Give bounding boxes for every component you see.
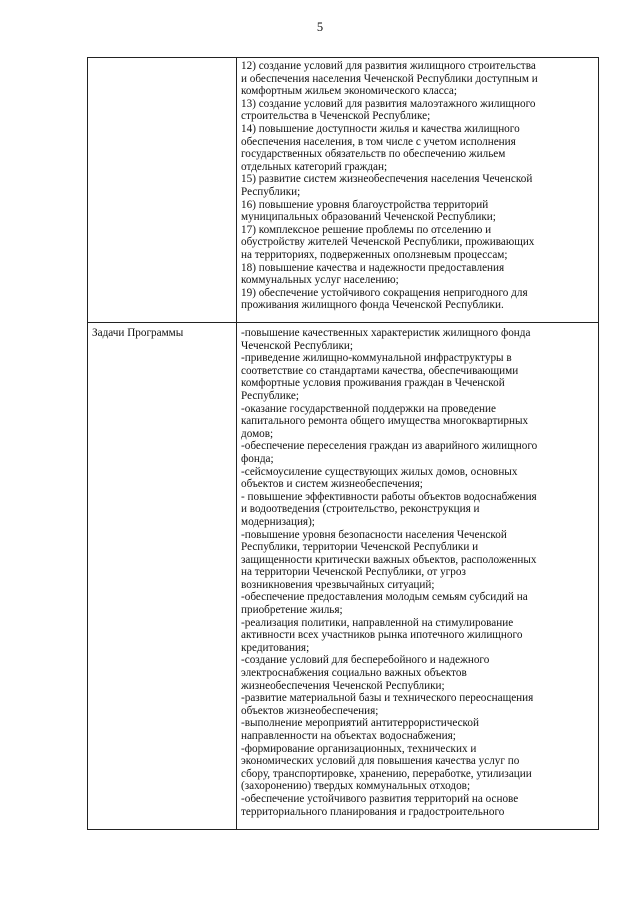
text-line: домов;: [241, 427, 274, 440]
text-line: направленности на объектах водоснабжения;: [241, 730, 456, 742]
text-line: защищенности критически важных объектов, расположенных: [241, 553, 537, 566]
text-line: кредитования;: [241, 641, 310, 654]
text-line: Республики;: [241, 185, 301, 198]
text-line: фонда;: [241, 452, 274, 465]
text-line: модернизация);: [241, 515, 315, 528]
text-line: обеспечения населения, в том числе с учетом исполнения: [241, 135, 516, 148]
text-line: электроснабжения социально важных объектов: [241, 667, 467, 680]
text-line: жизнеобеспечения Чеченской Республики;: [241, 679, 445, 692]
text-line: -сейсмоусиление существующих жилых домов, основных: [241, 465, 518, 478]
text-line: -создание условий для бесперебойного и надежного: [241, 654, 490, 667]
text-line: Чеченской Республики;: [241, 339, 353, 352]
table-row-goals-continued: [88, 58, 599, 323]
text-line: отдельных категорий граждан;: [241, 160, 388, 173]
goals-list-cell: [237, 58, 599, 323]
text-line: 12) создание условий для развития жилищного строительства: [241, 60, 536, 72]
text-line: (захоронению) твердых коммунальных отходов;: [241, 780, 471, 793]
table-row-program-tasks: [88, 323, 599, 830]
text-line: -обеспечение переселения граждан из аварийного жилищного: [241, 440, 538, 453]
text-line: 15) развитие систем жизнеобеспечения населения Чеченской: [241, 173, 533, 186]
text-line: на территориях, подверженных оползневым процессам;: [241, 248, 508, 261]
text-line: Республики, территории Чеченской Республики и: [241, 541, 479, 554]
text-line: 19) обеспечение устойчивого сокращения непригодного для: [241, 286, 528, 299]
text-line: коммунальных услуг населению;: [241, 274, 399, 287]
row-label-empty: [88, 58, 237, 323]
text-line: объектов и систем жизнеобеспечения;: [241, 478, 423, 491]
text-line: -выполнение мероприятий антитеррористической: [241, 717, 480, 730]
text-line: и обеспечения населения Чеченской Республики доступным и: [241, 72, 538, 85]
text-line: сбору, транспортировке, хранению, переработке, утилизации: [241, 767, 532, 780]
text-line: -развитие материальной базы и технического переоснащения: [241, 692, 534, 705]
text-line: 17) комплексное решение проблемы по отселению и: [241, 223, 492, 236]
text-line: 13) создание условий для развития малоэтажного жилищного: [241, 97, 536, 110]
text-line: возникновения чрезвычайных ситуаций;: [241, 578, 435, 591]
text-line: государственных обязательств по обеспечению жильем: [241, 148, 506, 161]
text-line: -повышение качественных характеристик жилищного фонда: [241, 327, 531, 339]
text-line: 14) повышение доступности жилья и качества жилищного: [241, 122, 520, 135]
text-line: - повышение эффективности работы объектов водоснабжения: [241, 490, 537, 503]
text-line: строительства в Чеченской Республике;: [241, 110, 431, 123]
text-line: -приведение жилищно-коммунальной инфраструктуры в: [241, 352, 512, 365]
text-line: -оказание государственной поддержки на проведение: [241, 402, 496, 415]
text-line: экономических условий для повышения качества услуг по: [241, 755, 520, 768]
text-line: комфортным жильем экономического класса;: [241, 85, 457, 98]
text-line: 18) повышение качества и надежности предоставления: [241, 261, 505, 274]
text-line: объектов жизнеобеспечения;: [241, 704, 379, 717]
text-line: комфортные условия проживания граждан в Чеченской: [241, 377, 505, 390]
row-label-program-tasks: Задачи Программы: [88, 323, 237, 830]
text-line: приобретение жилья;: [241, 604, 343, 617]
text-line: -обеспечение предоставления молодым семьям субсидий на: [241, 591, 528, 604]
text-line: обустройству жителей Чеченской Республики, проживающих: [241, 236, 535, 249]
program-passport-table: [87, 57, 599, 830]
tasks-list-cell: [237, 323, 599, 830]
text-line: 16) повышение уровня благоустройства территорий: [241, 198, 489, 211]
text-line: территориального планирования и градостроительного: [241, 805, 505, 818]
text-line: активности всех участников рынка ипотечного жилищного: [241, 629, 523, 642]
text-line: муниципальных образований Чеченской Республики;: [241, 211, 496, 224]
text-line: -реализация политики, направленной на стимулирование: [241, 616, 514, 629]
text-line: проживания жилищного фонда Чеченской Республики.: [241, 299, 504, 312]
text-line: -обеспечение устойчивого развития территорий на основе: [241, 792, 519, 805]
text-line: -формирование организационных, технических и: [241, 742, 477, 755]
text-line: на территории Чеченской Республики, от угроз: [241, 566, 466, 579]
text-line: Республике;: [241, 389, 299, 402]
page-number: 5: [316, 20, 324, 34]
text-line: соответствие со стандартами качества, обеспечивающими: [241, 364, 519, 377]
text-line: капитального ремонта общего имущества многоквартирных: [241, 415, 529, 428]
text-line: и водоотведения (строительство, реконструкция и: [241, 503, 480, 516]
text-line: -повышение уровня безопасности населения Чеченской: [241, 528, 507, 541]
